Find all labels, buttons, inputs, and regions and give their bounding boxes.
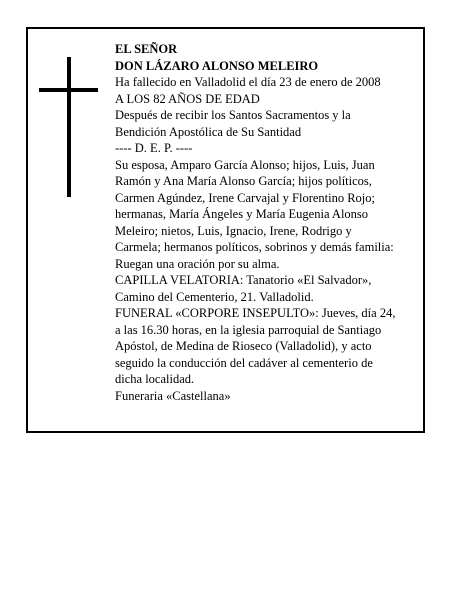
dep-line: ---- D. E. P. ---- <box>115 141 193 155</box>
cross-icon-bar <box>39 88 98 92</box>
funeral-paragraph <box>115 305 421 388</box>
funeral-line: seguido la conducción del cadáver al cementerio de <box>115 355 373 370</box>
family-line: hermanas, María Ángeles y María Eugenia Alonso <box>115 207 369 221</box>
sacraments-line: Después de recibir los Santos Sacramentos y la <box>115 108 351 122</box>
age-at-death: A LOS 82 AÑOS DE EDAD <box>115 91 260 106</box>
funeral-line: Apóstol, de Medina de Rioseco (Valladolid), y acto <box>115 339 372 353</box>
family-line: Meleiro; nietos, Luis, Ignacio, Irene, Rodrigo y <box>115 223 352 238</box>
chapel-paragraph <box>115 272 421 305</box>
heading-title: EL SEÑOR <box>115 42 178 56</box>
funeral-line: dicha localidad. <box>115 372 195 386</box>
cross-icon <box>67 57 71 197</box>
family-paragraph <box>115 157 421 273</box>
death-date: Ha fallecido en Valladolid el día 23 de enero de 2008 <box>115 75 381 89</box>
obituary-text <box>115 41 421 404</box>
funeral-line: a las 16.30 horas, en la iglesia parroquial de Santiago <box>115 322 382 337</box>
family-line: Ruegan una oración por su alma. <box>115 256 280 271</box>
family-line: Carmela; hermanos políticos, sobrinos y demás familia: <box>115 240 394 254</box>
sacraments-line: Bendición Apostólica de Su Santidad <box>115 124 302 139</box>
deceased-name: DON LÁZARO ALONSO MELEIRO <box>115 58 319 73</box>
family-line: Carmen Agúndez, Irene Carvajal y Florentino Rojo; <box>115 190 376 205</box>
family-line: Su esposa, Amparo García Alonso; hijos, Luis, Juan <box>115 157 375 172</box>
funeral-line: FUNERAL «CORPORE INSEPULTO»: Jueves, día 24, <box>115 306 396 320</box>
family-line: Ramón y Ana María Alonso García; hijos políticos, <box>115 174 372 188</box>
chapel-line: CAPILLA VELATORIA: Tanatorio «El Salvador», <box>115 273 372 287</box>
funeral-home: Funeraria «Castellana» <box>115 388 231 403</box>
obituary-notice <box>26 27 425 433</box>
chapel-line: Camino del Cementerio, 21. Valladolid. <box>115 289 314 304</box>
